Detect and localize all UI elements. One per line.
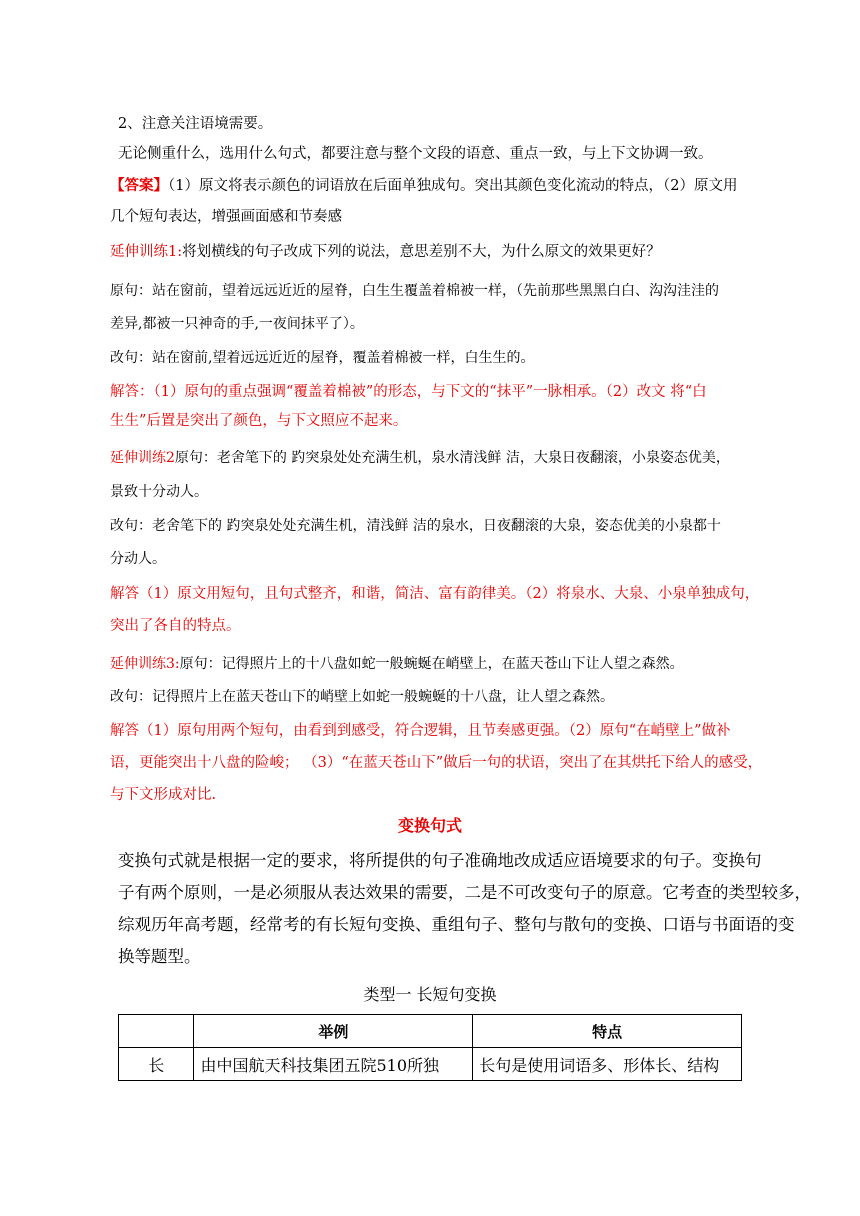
section-title: 变换句式 (397, 816, 462, 835)
ext1-original-2: 差异,都被一只神奇的手,一夜间抹平了）。 (110, 316, 364, 332)
table-cell: 由中国航天科技集团五院510所独 (194, 1048, 473, 1081)
ext3-answer-2: 语，更能突出十八盘的险峻； （3）“在蓝天苍山下”做后一句的状语，突出了在其烘托下给人的感受， (110, 755, 763, 771)
table-header-row (119, 1015, 742, 1048)
example-table (118, 1014, 742, 1081)
ext2-original-line (110, 448, 730, 468)
ext1-modified: 改句：站在窗前,望着远远近近的屋脊，覆盖着棉被一样，白生生的。 (110, 350, 535, 366)
ext1-answer-2: 生生”后置是突出了颜色，与下文照应不起来。 (110, 413, 408, 429)
answer-text-1: （1）原文将表示颜色的词语放在后面单独成句。突出其颜色变化流动的特点，（2）原文用 (168, 178, 738, 194)
ext3-original-line (110, 654, 684, 674)
ext1-label: 延伸训练1: (110, 244, 183, 260)
ext2-answer-2: 突出了各自的特点。 (110, 618, 241, 634)
ext1-question-line (110, 242, 661, 262)
ext3-answer-3: 与下文形成对比. (110, 787, 217, 803)
answer-label: 【答案】 (110, 177, 168, 194)
section-para-2: 子有两个原则，一是必须服从表达效果的需要，二是不可改变句子的原意。它考查的类型较多， (118, 883, 811, 902)
table-header-cell: 举例 (194, 1015, 473, 1048)
ext3-original: 原句：记得照片上的十八盘如蛇一般蜿蜒在峭壁上，在蓝天苍山下让人望之森然。 (179, 656, 684, 672)
ext3-label: 延伸训练3: (110, 656, 180, 672)
table-header-cell: 特点 (473, 1015, 742, 1048)
ext1-original-1: 原句：站在窗前，望着远远近近的屋脊，白生生覆盖着棉被一样，（先前那些黑黑白白、沟沟洼洼的 (110, 283, 719, 299)
ext1-question: 将划横线的句子改成下列的说法，意思差别不大，为什么原文的效果更好？ (182, 244, 661, 260)
table-cell: 长句是使用词语多、形体长、结构 (473, 1048, 742, 1081)
ext2-answer-1: 解答（1）原文用短句，且句式整齐，和谐，简洁、富有韵律美。（2）将泉水、大泉、小泉单独成句， (110, 586, 760, 602)
type-subtitle: 类型一 长短句变换 (363, 985, 497, 1004)
ext2-original-2: 景致十分动人。 (110, 484, 208, 500)
section-para-3: 综观历年高考题，经常考的有长短句变换、重组句子、整句与散句的变换、口语与书面语的变 (118, 915, 795, 934)
table-header-cell (119, 1015, 194, 1048)
ext3-answer-1: 解答（1）原句用两个短句，由看到到感受，符合逻辑，且节奏感更强。（2）原句“在峭壁上”做补 (110, 723, 731, 739)
section-para-4: 换等题型。 (118, 947, 201, 966)
point-2: 2、注意关注语境需要。 (118, 116, 273, 132)
ext2-label: 延伸训练2 (110, 450, 175, 466)
point-2-text: 无论侧重什么，选用什么句式，都要注意与整个文段的语意、重点一致，与上下文协调一致。 (118, 146, 713, 162)
answer-line-2: 几个短句表达，增强画面感和节奏感 (110, 209, 342, 225)
ext2-modified-1: 改句：老舍笔下的 趵突泉处处充满生机，清浅鲜 洁的泉水，日夜翻滚的大泉，姿态优美的小泉都十 (110, 518, 721, 534)
table-cell: 长 (119, 1048, 194, 1081)
ext2-modified-2: 分动人。 (110, 551, 166, 567)
ext1-answer-1: 解答：（1）原句的重点强调“覆盖着棉被”的形态，与下文的“抹平”一脉相承。（2）改文 将“白 (110, 384, 707, 400)
ext2-original-1: 原句：老舍笔下的 趵突泉处处充满生机，泉水清浅鲜 洁，大泉日夜翻滚，小泉姿态优美， (174, 450, 730, 466)
table-row (119, 1048, 742, 1081)
ext3-modified: 改句：记得照片上在蓝天苍山下的峭壁上如蛇一般蜿蜒的十八盘，让人望之森然。 (110, 689, 614, 705)
answer-line-1 (110, 176, 737, 196)
section-para-1: 变换句式就是根据一定的要求，将所提供的句子准确地改成适应语境要求的句子。变换句 (118, 851, 762, 870)
